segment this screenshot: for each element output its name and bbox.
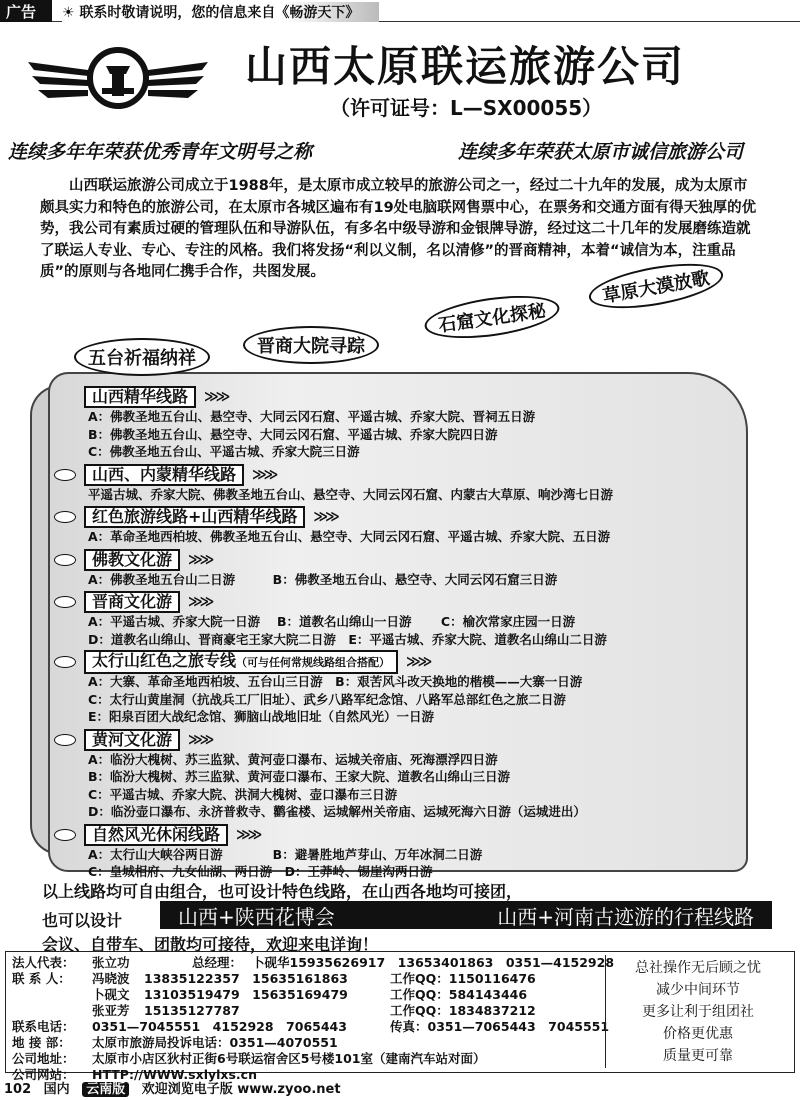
website-label: 公司网站： [12,1067,75,1082]
route-line: A：革命圣地西柏坡、佛教圣地五台山、悬空寺、大同云冈石窟、平遥古城、乔家大院、五日游 [88,529,611,544]
legal-name: 张立功 [92,955,130,970]
route-line: D：道教名山绵山、晋商豪宅王家大院二日游 E：平遥古城、乔家大院、道教名山绵山二日游 [88,631,607,647]
complaint-value: 太原市旅游局投诉电话：0351—4070551 [92,1035,338,1050]
bubble-grassland: 草原大漠放歌 [586,255,727,316]
address-value: 太原市小店区狄村正街6号联运宿舍区5号楼101室（建南汽车站对面） [92,1051,486,1066]
honor-left: 连续多年年荣获优秀青年文明号之称 [8,141,313,163]
ad-tag: 广告 [0,0,52,22]
bubble-wutai: 五台祈福纳祥 [74,338,210,376]
route-list [54,386,754,884]
route-title: 太行山红色之旅专线（可与任何常规线路组合搭配） [84,650,398,674]
gm-value: 卜砚华15935626917 13653401863 0351—4152928 [252,955,615,970]
route-line: A：佛教圣地五台山二日游 B：佛教圣地五台山、悬空寺、大同云冈石窟三日游 [88,571,558,587]
company-title: 山西太原联运旅游公司 [245,42,686,91]
tel-value: 0351—7045551 4152928 7065443 [92,1019,347,1034]
route-title: 山西、内蒙精华线路 [84,464,244,486]
footer-region-badge: 云南版 [82,1082,129,1097]
cloud-bullet-icon [54,469,76,481]
route-line: A：临汾大槐树、苏三监狱、黄河壶口瀑布、运城关帝庙、死海漂浮四日游 [88,751,498,767]
page-footer [0,1078,800,1100]
contact-name: 冯晓波 [92,971,130,986]
license-number: （许可证号：L—SX00055） [330,96,603,120]
source-notice-text: 联系时敬请说明，您的信息来自《畅游天下》 [79,5,360,21]
route-block [54,651,754,726]
legal-label: 法人代表： [12,955,75,970]
route-title: 佛教文化游 [84,549,180,571]
honor-right: 连续多年荣获太原市诚信旅游公司 [458,141,744,163]
bubble-jinshang: 晋商大院寻踪 [243,326,379,364]
route-line: 平遥古城、乔家大院、佛教圣地五台山、悬空寺、大同云冈石窟、内蒙古大草原、响沙湾七日游 [88,486,614,502]
contact-qq: 工作QQ：584143446 [390,987,528,1002]
slogan: 价格更优惠 [663,1026,733,1042]
route-line: A：佛教圣地五台山、悬空寺、大同云冈石窟、平遥古城、乔家大院、晋祠五日游 [88,409,536,424]
route-block [54,549,754,589]
page-number: 102 [4,1082,32,1097]
route-line: A：太行山大峡谷两日游 B：避暑胜地芦芽山、万年冰洞二日游 [88,846,483,862]
route-block [54,729,754,821]
burst-icon: ≫≫ [236,826,260,843]
route-line: D：临汾壶口瀑布、永济普救寺、鹳雀楼、运城解州关帝庙、运城死海六日游（运城进出） [88,804,586,819]
route-block [54,591,754,648]
slogan: 质量更可靠 [663,1048,733,1064]
route-block [54,824,754,881]
route-title: 自然风光休闲线路 [84,824,228,846]
closing-line-1: 以上线路均可自由组合，也可设计特色线路，在山西各地均可接团， [42,882,523,901]
route-title: 黄河文化游 [84,729,180,751]
address-label: 公司地址： [12,1051,75,1066]
route-line: C：佛教圣地五台山、平遥古城、乔家大院三日游 [88,444,360,459]
cloud-bullet-icon [54,596,76,608]
route-line: A：大寨、革命圣地西柏坡、五台山三日游 B：艰苦风斗改天换地的楷模——大寨一日游 [88,674,583,689]
company-logo-icon [28,40,208,110]
route-block [54,386,754,461]
contact-name: 卜砚文 [92,987,130,1002]
route-title: 晋商文化游 [84,591,180,613]
band-right: 山西+河南古迹游的行程线路 [497,904,754,929]
source-notice: ☀ 联系时敬请说明，您的信息来自《畅游天下》 [62,2,379,22]
contact-phone: 13835122357 15635161863 [144,971,348,986]
route-line: C：皇城相府、九女仙湖、两日游 D：王莽岭、锡崖沟两日游 [88,864,433,879]
fax-value: 传真：0351—7065443 7045551 [390,1019,610,1034]
website-link[interactable]: HTTP://WWW.sxlylxs.cn [92,1067,257,1082]
route-line: B：临汾大槐树、苏三监狱、黄河壶口瀑布、王家大院、道教名山绵山三日游 [88,769,511,784]
route-note: （可与任何常规线路组合搭配） [236,656,391,669]
closing-line-2: 也可以设计 [42,911,123,930]
route-line: C：太行山黄崖洞（抗战兵工厂旧址）、武乡八路军纪念馆、八路军总部红色之旅二日游 [88,691,566,707]
closing-line-3: 会议、自带车、团散均可接待，欢迎来电详询！ [42,935,379,954]
burst-icon: ≫≫ [252,466,276,483]
contact-phone: 15135127787 [144,1003,240,1018]
footer-section: 国内 [43,1082,70,1097]
route-title: 红色旅游线路+山西精华线路 [84,506,305,528]
special-routes-band [160,901,772,929]
burst-icon: ≫≫ [204,389,228,405]
contact-qq: 工作QQ：1834837212 [390,1003,536,1018]
bubble-grotto: 石窟文化探秘 [422,289,562,346]
tel-label: 联系电话： [12,1019,75,1034]
route-line: C：平遥古城、乔家大院、洪洞大槐树、壶口瀑布三日游 [88,786,398,802]
complaint-label: 地 接 部： [12,1035,71,1050]
cloud-bullet-icon [54,554,76,566]
contact-qq: 工作QQ：1150116476 [390,971,536,986]
cloud-bullet-icon [54,829,76,841]
route-line: A：平遥古城、乔家大院一日游 B：道教名山绵山一日游 C：榆次常家庄园一日游 [88,614,576,629]
burst-icon: ≫≫ [188,731,212,748]
slogan: 更多让利于组团社 [642,1004,754,1020]
contact-name: 张亚芳 [92,1003,130,1018]
band-left: 山西+陕西花博会 [178,904,335,929]
route-block [54,506,754,546]
burst-icon: ≫≫ [313,509,337,525]
footer-website[interactable]: 欢迎浏览电子版 www.zyoo.net [141,1082,341,1097]
route-line: B：佛教圣地五台山、悬空寺、大同云冈石窟、平遥古城、乔家大院四日游 [88,426,498,442]
slogan: 减少中间环节 [656,982,740,998]
gm-label: 总经理： [192,955,243,970]
route-block [54,464,754,504]
contacts-label: 联 系 人： [12,971,71,986]
slogan: 总社操作无后顾之忧 [635,960,761,976]
route-line: E：阳泉百团大战纪念馆、狮脑山战地旧址（自然风光）一日游 [88,709,435,724]
burst-icon: ≫≫ [188,551,212,568]
ad-top-bar [0,0,800,22]
burst-icon: ≫≫ [188,594,212,610]
route-title: 山西精华线路 [84,386,196,408]
burst-icon: ≫≫ [406,654,430,670]
contact-info [12,955,615,1083]
contact-phone: 13103519479 15635169479 [144,987,348,1002]
cloud-bullet-icon [54,734,76,746]
cloud-bullet-icon [54,511,76,523]
slogan-box [605,955,790,1068]
company-intro: 山西联运旅游公司成立于1988年，是太原市成立较早的旅游公司之一，经过二十九年的发展，成为太原市颇具实力和特色的旅游公司，在太原市各城区遍布有19处电脑联网售票中心，在票务和交通方面有得天独厚的优势，我公司有素质过硬的管理队伍和导游队伍，有多名中级导游和金银牌导游，经过这二十几年的发展磨练造就了联运人专业、专心、专注的风格。我们将发扬“利以义制，名以清修”的晋商精神，本着“诚信为本，注重品质”的原则与各地同仁携手合作，共图发展。 [40,178,757,280]
cloud-bullet-icon [54,656,76,668]
